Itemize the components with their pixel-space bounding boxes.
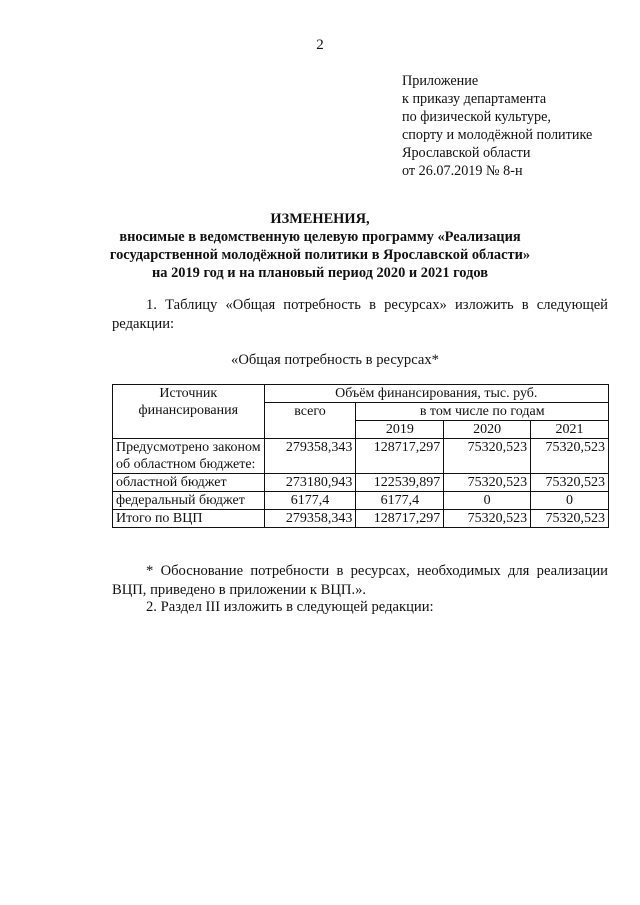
row-2021: 0 bbox=[531, 492, 609, 510]
table-row bbox=[113, 474, 609, 492]
row-2020: 75320,523 bbox=[444, 439, 531, 474]
header-volume: Объём финансирования, тыс. руб. bbox=[264, 385, 608, 403]
appendix-line: Приложение bbox=[402, 73, 479, 89]
appendix-block bbox=[402, 72, 592, 180]
row-total: 273180,943 bbox=[264, 474, 356, 492]
row-2020: 0 bbox=[444, 492, 531, 510]
row-2020: 75320,523 bbox=[444, 510, 531, 528]
row-2019: 6177,4 bbox=[356, 492, 444, 510]
point-1-paragraph bbox=[112, 296, 608, 334]
table-caption: «Общая потребность в ресурсах* bbox=[231, 352, 439, 368]
table-row bbox=[113, 439, 609, 474]
appendix-line: от 26.07.2019 № 8-н bbox=[402, 163, 523, 179]
resources-table bbox=[112, 384, 609, 528]
header-year: 2021 bbox=[531, 421, 609, 439]
appendix-line: спорту и молодёжной политике bbox=[402, 127, 593, 143]
document-title bbox=[0, 210, 640, 282]
title-line: на 2019 год и на плановый период 2020 и 2021 годов bbox=[152, 265, 488, 281]
row-source: областной бюджет bbox=[113, 474, 265, 492]
header-year: 2020 bbox=[444, 421, 531, 439]
appendix-line: по физической культуре, bbox=[402, 109, 551, 125]
point-1-text: 1. Таблицу «Общая потребность в ресурсах» изложить в следующей редакции: bbox=[112, 297, 608, 332]
row-2020: 75320,523 bbox=[444, 474, 531, 492]
header-by-years: в том числе по годам bbox=[356, 403, 609, 421]
row-source: федеральный бюджет bbox=[113, 492, 265, 510]
row-2021: 75320,523 bbox=[531, 510, 609, 528]
row-2019: 122539,897 bbox=[356, 474, 444, 492]
row-total: 279358,343 bbox=[264, 439, 356, 474]
row-source: Предусмотрено законом об областном бюджете: bbox=[113, 439, 265, 474]
footnote-paragraph bbox=[112, 562, 608, 600]
table-header-row bbox=[113, 385, 609, 403]
header-year: 2019 bbox=[356, 421, 444, 439]
row-2019: 128717,297 bbox=[356, 510, 444, 528]
table-row bbox=[113, 492, 609, 510]
header-source: Источник финансирования bbox=[113, 385, 265, 439]
title-line: государственной молодёжной политики в Ярославской области» bbox=[109, 247, 531, 263]
page-number: 2 bbox=[316, 37, 324, 53]
row-total: 6177,4 bbox=[264, 492, 356, 510]
point-2-paragraph bbox=[112, 598, 608, 617]
row-2021: 75320,523 bbox=[531, 474, 609, 492]
point-2-text: 2. Раздел III изложить в следующей редакции: bbox=[146, 599, 434, 615]
table-row bbox=[113, 510, 609, 528]
row-2019: 128717,297 bbox=[356, 439, 444, 474]
appendix-line: к приказу департамента bbox=[402, 91, 547, 107]
row-source: Итого по ВЦП bbox=[113, 510, 265, 528]
appendix-line: Ярославской области bbox=[402, 145, 531, 161]
header-total: всего bbox=[264, 403, 356, 439]
row-2021: 75320,523 bbox=[531, 439, 609, 474]
footnote-text: * Обоснование потребности в ресурсах, необходимых для реализации ВЦП, приведено в приложении к ВЦП.». bbox=[112, 563, 608, 598]
title-line: вносимые в ведомственную целевую программу «Реализация bbox=[119, 229, 521, 245]
title-heading: ИЗМЕНЕНИЯ, bbox=[270, 211, 370, 227]
row-total: 279358,343 bbox=[264, 510, 356, 528]
